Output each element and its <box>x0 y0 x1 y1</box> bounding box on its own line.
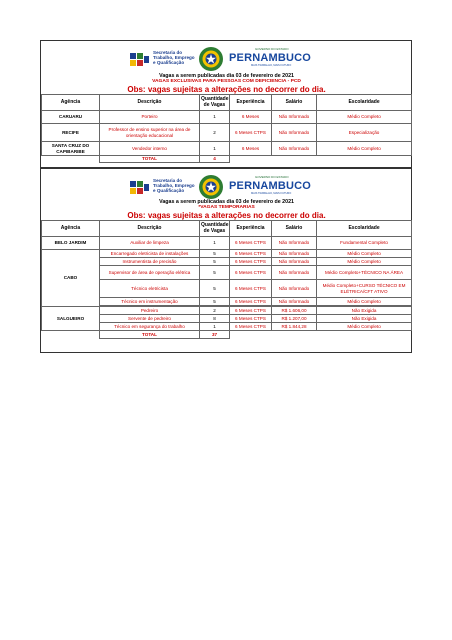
quantity-cell: 1 <box>200 237 230 250</box>
total-value: 37 <box>200 331 230 339</box>
education-cell: Não Exigida <box>317 307 412 315</box>
salary-cell: Não Informado <box>272 266 317 280</box>
pernambuco-logo <box>229 175 312 199</box>
quantity-cell: 5 <box>200 250 230 258</box>
quantity-cell: 1 <box>200 142 230 156</box>
header-escolaridade: Escolaridade <box>317 221 412 237</box>
quantity-cell: 5 <box>200 258 230 266</box>
table-row <box>42 124 412 142</box>
header-descricao: Descrição <box>100 95 200 111</box>
secretaria-line: Trabalho, Emprego <box>153 55 195 61</box>
header-quantidade: Quantidade de Vagas <box>200 95 230 111</box>
salary-cell: Não Informado <box>272 111 317 124</box>
temporary-table <box>41 199 412 339</box>
total-value: 4 <box>200 156 230 163</box>
table-row <box>42 142 412 156</box>
table-row <box>42 250 412 258</box>
quantity-cell: 5 <box>200 280 230 298</box>
experience-cell: 6 Meses CTPS <box>230 307 272 315</box>
experience-cell: 6 Meses CTPS <box>230 298 272 306</box>
salary-cell: Não Informado <box>272 237 317 250</box>
description-cell: Supervisor de área de operação elétrica <box>100 266 200 280</box>
header-salario: Salário <box>272 221 317 237</box>
experience-cell: 6 Meses <box>230 142 272 156</box>
description-cell: Professor de ensino superior na área de orientação educacional <box>100 124 200 142</box>
secretaria-emblem-icon <box>129 179 151 199</box>
experience-cell: 6 Meses CTPS <box>230 323 272 331</box>
salary-cell: Não Informado <box>272 280 317 298</box>
salary-cell: Não Informado <box>272 124 317 142</box>
salary-cell: Não Informado <box>272 298 317 306</box>
agency-cell: BELO JARDIM <box>42 237 100 250</box>
temporary-vacancies-sheet <box>40 168 412 353</box>
pcd-vacancies-sheet <box>40 40 412 168</box>
agency-cell: CARUARU <box>42 111 100 124</box>
header-experiencia: Experiência <box>230 95 272 111</box>
agency-cell: SALGUEIRO <box>42 307 100 331</box>
secretaria-line: Secretaria do <box>153 50 183 55</box>
experience-cell: 6 Meses CTPS <box>230 250 272 258</box>
description-cell: Instrumentista de precisão <box>100 258 200 266</box>
description-cell: Auxiliar de limpeza <box>100 237 200 250</box>
obs-notice: Obs: vagas sujeitas a alterações no decorrer do dia. <box>127 85 326 94</box>
logo-band <box>41 169 411 200</box>
pernambuco-crest-icon <box>197 173 225 201</box>
description-cell: Técnico em segurança do trabalho <box>100 323 200 331</box>
section-title: Vagas a serem publicadas dia 03 de fevereiro de 2021 <box>159 72 294 79</box>
quantity-cell: 1 <box>200 111 230 124</box>
salary-cell: Não Informado <box>272 142 317 156</box>
experience-cell: 6 Meses CTPS <box>230 237 272 250</box>
education-cell: Médio Completo <box>317 111 412 124</box>
total-label: TOTAL <box>100 156 200 163</box>
quantity-cell: 8 <box>200 315 230 323</box>
experience-cell: 6 Meses CTPS <box>230 266 272 280</box>
logo-band <box>41 41 411 72</box>
slogan: MAIS TRABALHO, MAIS FUTURO <box>251 192 292 195</box>
education-cell: Médio Completo <box>317 258 412 266</box>
experience-cell: 6 Meses CTPS <box>230 280 272 298</box>
experience-cell: 6 Meses <box>230 111 272 124</box>
secretaria-line: e Qualificação <box>153 60 185 66</box>
governo-label: GOVERNO DO ESTADO <box>255 47 289 51</box>
education-cell: Não Exigida <box>317 315 412 323</box>
table-row <box>42 237 412 250</box>
description-cell: Servente de pedreiro <box>100 315 200 323</box>
header-experiencia: Experiência <box>230 221 272 237</box>
education-cell: Médio Completo+CURSO TÉCNICO EM ELÉTRICA/CFT ATIVO <box>317 280 412 298</box>
description-cell: Técnico eletricista <box>100 280 200 298</box>
total-label: TOTAL <box>100 331 200 339</box>
header-escolaridade: Escolaridade <box>317 95 412 111</box>
experience-cell: 6 Meses CTPS <box>230 124 272 142</box>
pernambuco-crest-icon <box>197 45 225 73</box>
education-cell: Médio Completo <box>317 142 412 156</box>
total-row <box>42 156 412 163</box>
header-quantidade: Quantidade de Vagas <box>200 221 230 237</box>
description-cell: Encarregado eletricista de instalações <box>100 250 200 258</box>
quantity-cell: 5 <box>200 266 230 280</box>
experience-cell: 6 Meses CTPS <box>230 315 272 323</box>
quantity-cell: 2 <box>200 307 230 315</box>
quantity-cell: 5 <box>200 298 230 306</box>
description-cell: Pedreiro <box>100 307 200 315</box>
salary-cell: Não Informado <box>272 250 317 258</box>
education-cell: Médio Completo <box>317 250 412 258</box>
state-name: PERNAMBUCO <box>229 52 312 64</box>
secretaria-line: Secretaria do <box>153 178 183 183</box>
secretaria-emblem-icon <box>129 51 151 71</box>
obs-notice: Obs: vagas sujeitas a alterações no decorrer do dia. <box>127 211 326 220</box>
quantity-cell: 1 <box>200 323 230 331</box>
section-title: Vagas a serem publicadas dia 03 de fevereiro de 2021 <box>159 199 294 205</box>
header-agencia: Agência <box>42 95 100 111</box>
pcd-table <box>41 72 412 163</box>
total-row <box>42 331 412 339</box>
agency-cell: CABO <box>42 250 100 307</box>
header-agencia: Agência <box>42 221 100 237</box>
header-descricao: Descrição <box>100 221 200 237</box>
state-name: PERNAMBUCO <box>229 180 312 192</box>
description-cell: Técnico em instrumentação <box>100 298 200 306</box>
pernambuco-logo <box>229 47 312 71</box>
education-cell: Especialização <box>317 124 412 142</box>
agency-cell: RECIFE <box>42 124 100 142</box>
table-row <box>42 307 412 315</box>
salary-cell: Não Informado <box>272 258 317 266</box>
education-cell: Médio Completo <box>317 298 412 306</box>
salary-cell: R$ 1.207,00 <box>272 315 317 323</box>
education-cell: Médio Completo <box>317 323 412 331</box>
section-subtitle: *VAGAS TEMPORÁRIAS <box>198 205 255 211</box>
salary-cell: R$ 1.606,00 <box>272 307 317 315</box>
section-subtitle: VAGAS EXCLUSIVAS PARA PESSOAS COM DEFICIÊNCIA - PCD <box>152 79 301 85</box>
table-row <box>42 111 412 124</box>
slogan: MAIS TRABALHO, MAIS FUTURO <box>251 64 292 67</box>
education-cell: Médio Completo+TÉCNICO NA ÁREA <box>317 266 412 280</box>
agency-cell: SANTA CRUZ DO CAPIBARIBE <box>42 142 100 156</box>
description-cell: Porteiro <box>100 111 200 124</box>
experience-cell: 6 Meses CTPS <box>230 258 272 266</box>
quantity-cell: 2 <box>200 124 230 142</box>
salary-cell: R$ 1.844,28 <box>272 323 317 331</box>
description-cell: Vendedor interno <box>100 142 200 156</box>
education-cell: Fundamental Completo <box>317 237 412 250</box>
secretaria-line: e Qualificação <box>153 188 185 194</box>
governo-label: GOVERNO DO ESTADO <box>255 175 289 179</box>
header-salario: Salário <box>272 95 317 111</box>
secretaria-line: Trabalho, Emprego <box>153 183 195 189</box>
